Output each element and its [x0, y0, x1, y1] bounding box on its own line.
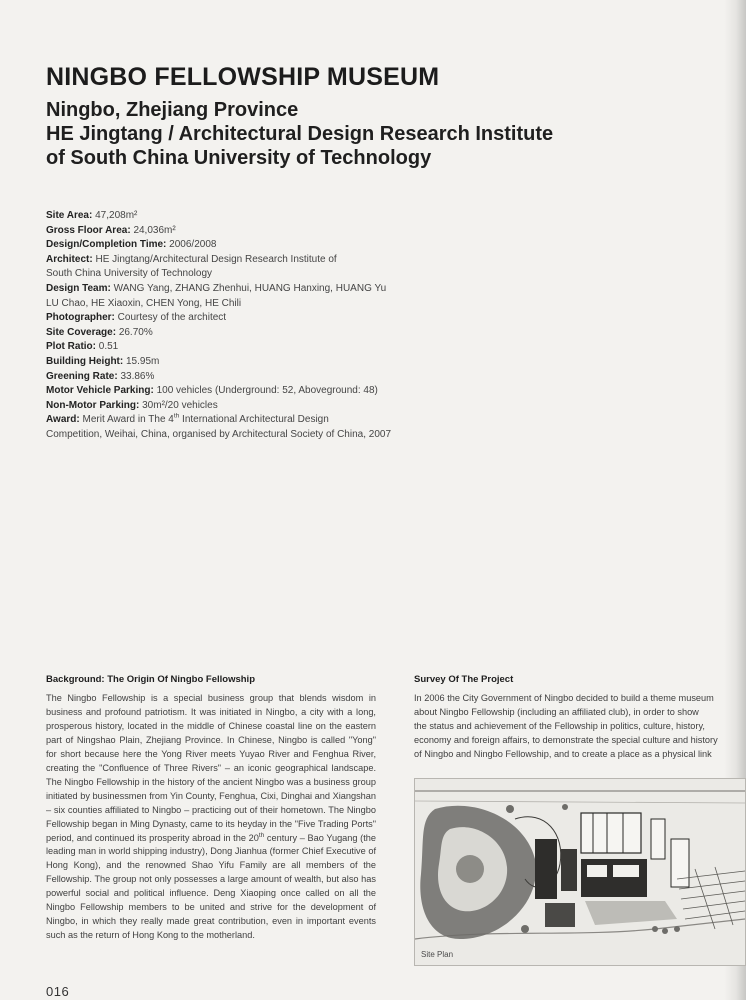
survey-section [414, 674, 746, 762]
subtitle-architect: HE Jingtang / Architectural Design Research Institute [46, 123, 554, 145]
page-number: 016 [46, 984, 70, 999]
spec-award: Award: Merit Award in The 4th International Architectural Design Competition, Weihai, China, organised by Architectural Society of China, 2007 [46, 412, 392, 440]
page-title: NINGBO FELLOWSHIP MUSEUM [46, 63, 440, 91]
site-plan-figure [414, 778, 746, 966]
spec-building-height: Building Height: 15.95m [46, 355, 160, 367]
spec-non-motor-parking: Non-Motor Parking: 30m²/20 vehicles [46, 399, 218, 411]
spec-photographer: Photographer: Courtesy of the architect [46, 312, 227, 324]
survey-paragraph: In 2006 the City Government of Ningbo decided to build a theme museum about Ningbo Fellowship (including an affiliated club), in order to show the status and achievement of the Fellowship in politics, culture, history, economy and foreign affairs, to demonstrate the special culture and history of Ningbo and Ningbo Fellowship, and to create a place as a physical link [414, 693, 718, 759]
background-paragraph: The Ningbo Fellowship is a special business group that blends wisdom in business and profound patriotism. It was initiated in Ningbo, a city with a long, prosperous history, located in the middle of Chinese coastal line on the eastern part of Ningshao Plain, Zhejiang Province. In Chinese, Ningbo is called "Yong" for short because here the Yong River meets Yuyao River and Fenghua River, creating the "Confluence of Three Rivers" – an iconic geographical landscape. The Ningbo Fellowship in the history of the ancient Ningbo was a business group initiated by businessmen from Yin County, Fenghua, Cixi, Dinghai and Xiangshan – six counties affiliated to Ningbo – practicing out of their hometown. The Ningbo Fellowship began in Ming Dynasty, came to its heyday in the "Five Trading Ports" period, and continued its prosperity abroad in the 20th century – Bao Yugang (the leading man in world shipping industry), Dong Jianhua (former Chief Executive of Hong Kong), and the renowned Shao Yifu Family are all members of the Fellowship. The group not only possesses a large amount of wealth, but also has powerful social and political influence. Deng Xiaoping once called on all the Ningbo Fellowship members to be united and strive for the development of Ningbo, in which they really made great contribution, even in important events such as the return of Hong Kong to the motherland. [46, 693, 376, 941]
spec-plot-ratio: Plot Ratio: 0.51 [46, 341, 119, 353]
spec-design-team: Design Team: WANG Yang, ZHANG Zhenhui, HUANG Hanxing, HUANG Yu LU Chao, HE Xiaoxin, CHEN Yong, HE Chili [46, 282, 387, 309]
background-heading: Background: The Origin Of Ningbo Fellowship [46, 674, 255, 685]
project-specs [46, 209, 391, 443]
site-plan-drawing [415, 779, 745, 965]
spec-architect: Architect: HE Jingtang/Architectural Design Research Institute of South China University of Technology [46, 253, 337, 280]
figure-caption: Site Plan [421, 950, 454, 959]
spec-motor-parking: Motor Vehicle Parking: 100 vehicles (Underground: 52, Aboveground: 48) [46, 385, 378, 397]
spec-gross-floor-area: Gross Floor Area: 24,036m² [46, 224, 176, 236]
title-block [46, 62, 706, 170]
spec-design-completion: Design/Completion Time: 2006/2008 [46, 239, 217, 251]
background-section [46, 674, 376, 943]
spec-site-area: Site Area: 47,208m² [46, 210, 138, 221]
spec-site-coverage: Site Coverage: 26.70% [46, 326, 153, 338]
subtitle-institute: of South China University of Technology [46, 147, 432, 169]
spec-greening-rate: Greening Rate: 33.86% [46, 370, 155, 382]
subtitle-location: Ningbo, Zhejiang Province [46, 99, 299, 121]
survey-heading: Survey Of The Project [414, 674, 514, 685]
